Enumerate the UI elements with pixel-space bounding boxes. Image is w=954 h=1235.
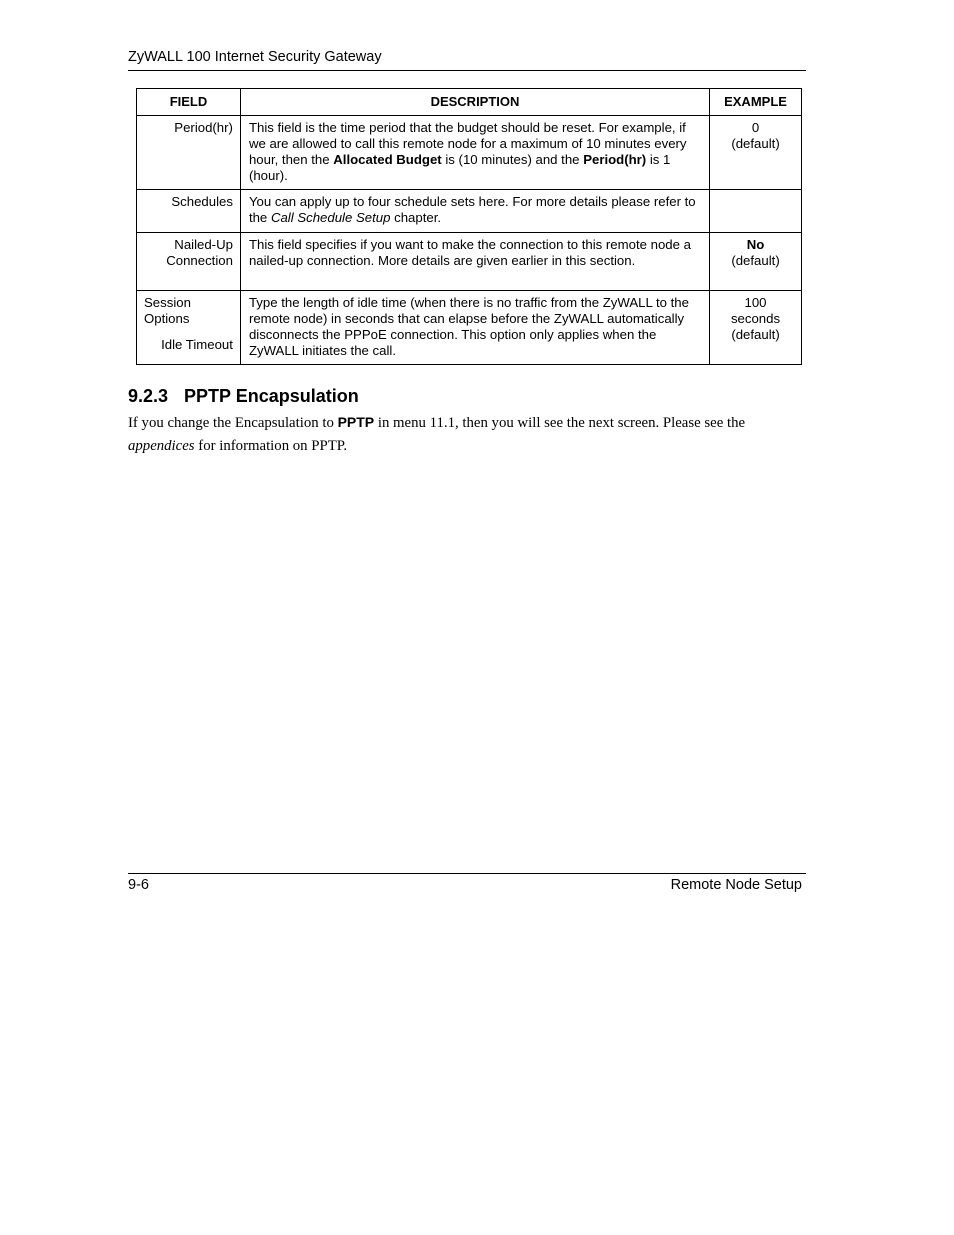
description-cell (240, 116, 709, 190)
paragraph-text: in menu 11.1, then you will see the next screen. Please see the (374, 415, 746, 431)
example-value: No (746, 237, 765, 252)
description-bold: Allocated Budget (333, 152, 442, 167)
field-cell (137, 233, 241, 291)
description-text: chapter. (390, 210, 442, 225)
example-unit: seconds (730, 311, 781, 326)
example-cell (710, 291, 802, 365)
field-cell (137, 116, 241, 190)
page-number: 9-6 (128, 877, 149, 893)
field-name: Period(hr) (174, 120, 233, 135)
section-number: 9.2.3 (128, 386, 169, 406)
example-cell (710, 116, 802, 190)
page-footer (128, 873, 806, 894)
field-description-table (136, 88, 802, 365)
field-name: Nailed-Up (174, 237, 233, 252)
description-text: is 1 (hour). (248, 152, 671, 183)
paragraph-text: If you change the Encapsulation to (128, 415, 338, 431)
example-note: (default) (731, 136, 780, 151)
example-value: 100 (744, 295, 767, 310)
example-cell (710, 190, 802, 233)
table-row (137, 291, 802, 365)
section-title: PPTP Encapsulation (184, 386, 359, 406)
description-text: This field is the time period that the budget should be reset. For example, if we are allowed to call this remote node for a maximum of 10 minutes every hour, then the (248, 120, 687, 167)
example-value: 0 (751, 120, 760, 135)
field-cell (137, 291, 241, 365)
header-title: ZyWALL 100 Internet Security Gateway (128, 49, 382, 65)
field-name: Session (144, 295, 191, 310)
description-cell (240, 233, 709, 291)
description-bold: Period(hr) (583, 152, 647, 167)
field-name: Options (144, 311, 190, 326)
paragraph-bold: PPTP (337, 414, 375, 430)
section-heading (128, 384, 359, 408)
body-paragraph (128, 411, 804, 458)
example-cell (710, 233, 802, 291)
table-row (137, 116, 802, 190)
table-header-row (137, 89, 802, 116)
description-cell (240, 190, 709, 233)
chapter-name: Remote Node Setup (670, 877, 802, 893)
paragraph-text: for information on PPTP. (194, 438, 348, 454)
field-name: Connection (166, 253, 233, 268)
description-text: Type the length of idle time (when there is no traffic from the ZyWALL to the remote node) in seconds that can elapse before the ZyWALL automatically disconnects the PPPoE connection. This option only applies when the ZyWALL initiates the call. (248, 295, 689, 358)
description-cell (240, 291, 709, 365)
example-note: (default) (731, 327, 780, 342)
header-description: DESCRIPTION (240, 89, 709, 116)
paragraph-italic: appendices (128, 438, 195, 454)
description-text: is (10 minutes) and the (441, 152, 584, 167)
description-italic: Call Schedule Setup (270, 210, 391, 225)
page-header (128, 48, 806, 71)
table-row (137, 233, 802, 291)
description-text: This field specifies if you want to make the connection to this remote node a nailed-up connection. More details are given earlier in this section. (248, 237, 691, 268)
header-example: EXAMPLE (710, 89, 802, 116)
field-cell (137, 190, 241, 233)
description-text: You can apply up to four schedule sets here. For more details please refer to the (248, 194, 696, 225)
field-name: Schedules (171, 194, 233, 209)
example-note: (default) (731, 253, 780, 268)
table-row (137, 190, 802, 233)
header-field: FIELD (137, 89, 241, 116)
field-subname: Idle Timeout (161, 337, 233, 352)
